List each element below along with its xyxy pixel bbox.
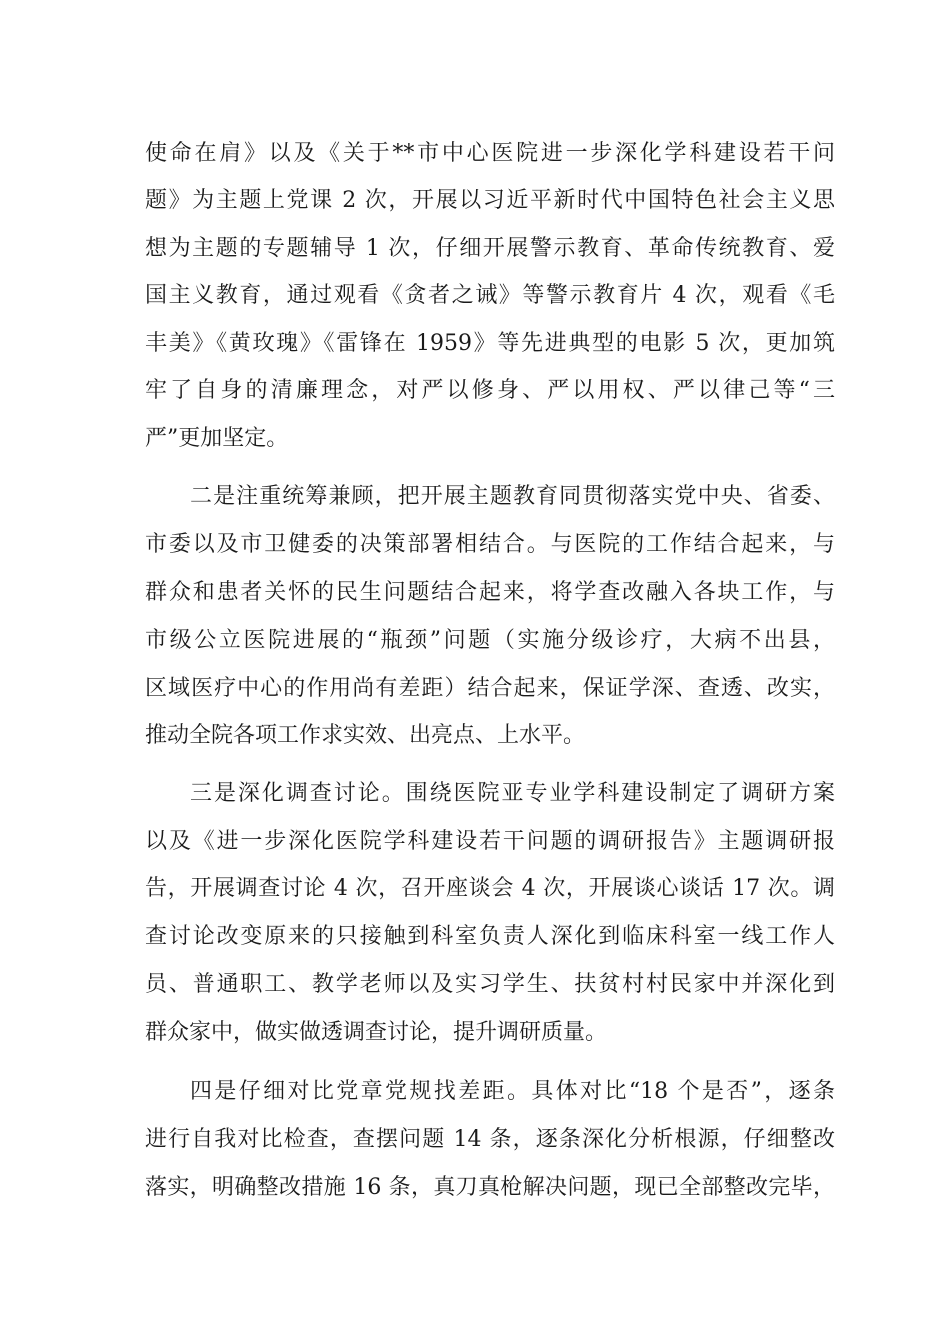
text-line: 群众和患者关怀的民生问题结合起来，将学查改融入各块工作，与 xyxy=(145,580,835,605)
text-line: 以及《进一步深化医院学科建设若干问题的调研报告》主题调研报 xyxy=(145,829,835,854)
paragraph-first-line: 三是深化调查讨论。围绕医院亚专业学科建设制定了调研方案 xyxy=(190,781,835,806)
paragraph-first-line: 四是仔细对比党章党规找差距。具体对比“18 个是否”，逐条 xyxy=(190,1079,835,1104)
text-line: 查讨论改变原来的只接触到科室负责人深化到临床科室一线工作人 xyxy=(145,924,835,949)
text-line: 市委以及市卫健委的决策部署相结合。与医院的工作结合起来，与 xyxy=(145,532,835,557)
text-line: 严”更加坚定。 xyxy=(145,426,289,451)
text-line: 员、普通职工、教学老师以及实习学生、扶贫村村民家中并深化到 xyxy=(145,972,835,997)
text-line: 落实，明确整改措施 16 条，真刀真枪解决问题，现已全部整改完毕， xyxy=(145,1175,835,1200)
text-line: 市级公立医院进展的“瓶颈”问题（实施分级诊疗，大病不出县， xyxy=(145,628,835,653)
text-line: 国主义教育，通过观看《贪者之诫》等警示教育片 4 次，观看《毛 xyxy=(145,283,835,308)
text-line: 丰美》《黄玫瑰》《雷锋在 1959》等先进典型的电影 5 次，更加筑 xyxy=(145,331,835,356)
text-line: 进行自我对比检查，查摆问题 14 条，逐条深化分析根源，仔细整改 xyxy=(145,1127,835,1152)
text-line: 使命在肩》以及《关于**市中心医院进一步深化学科建设若干问 xyxy=(145,141,835,166)
text-line: 题》为主题上党课 2 次，开展以习近平新时代中国特色社会主义思 xyxy=(145,188,835,213)
paragraph-first-line: 二是注重统筹兼顾，把开展主题教育同贯彻落实党中央、省委、 xyxy=(190,484,835,509)
text-line: 告，开展调查讨论 4 次，召开座谈会 4 次，开展谈心谈话 17 次。调 xyxy=(145,876,835,901)
text-line: 牢了自身的清廉理念，对严以修身、严以用权、严以律己等“三 xyxy=(145,378,835,403)
text-line: 想为主题的专题辅导 1 次，仔细开展警示教育、革命传统教育、爱 xyxy=(145,236,835,261)
text-line: 群众家中，做实做透调查讨论，提升调研质量。 xyxy=(145,1020,608,1045)
text-line: 推动全院各项工作求实效、出亮点、上水平。 xyxy=(145,723,586,748)
text-line: 区域医疗中心的作用尚有差距）结合起来，保证学深、查透、改实， xyxy=(145,676,835,701)
